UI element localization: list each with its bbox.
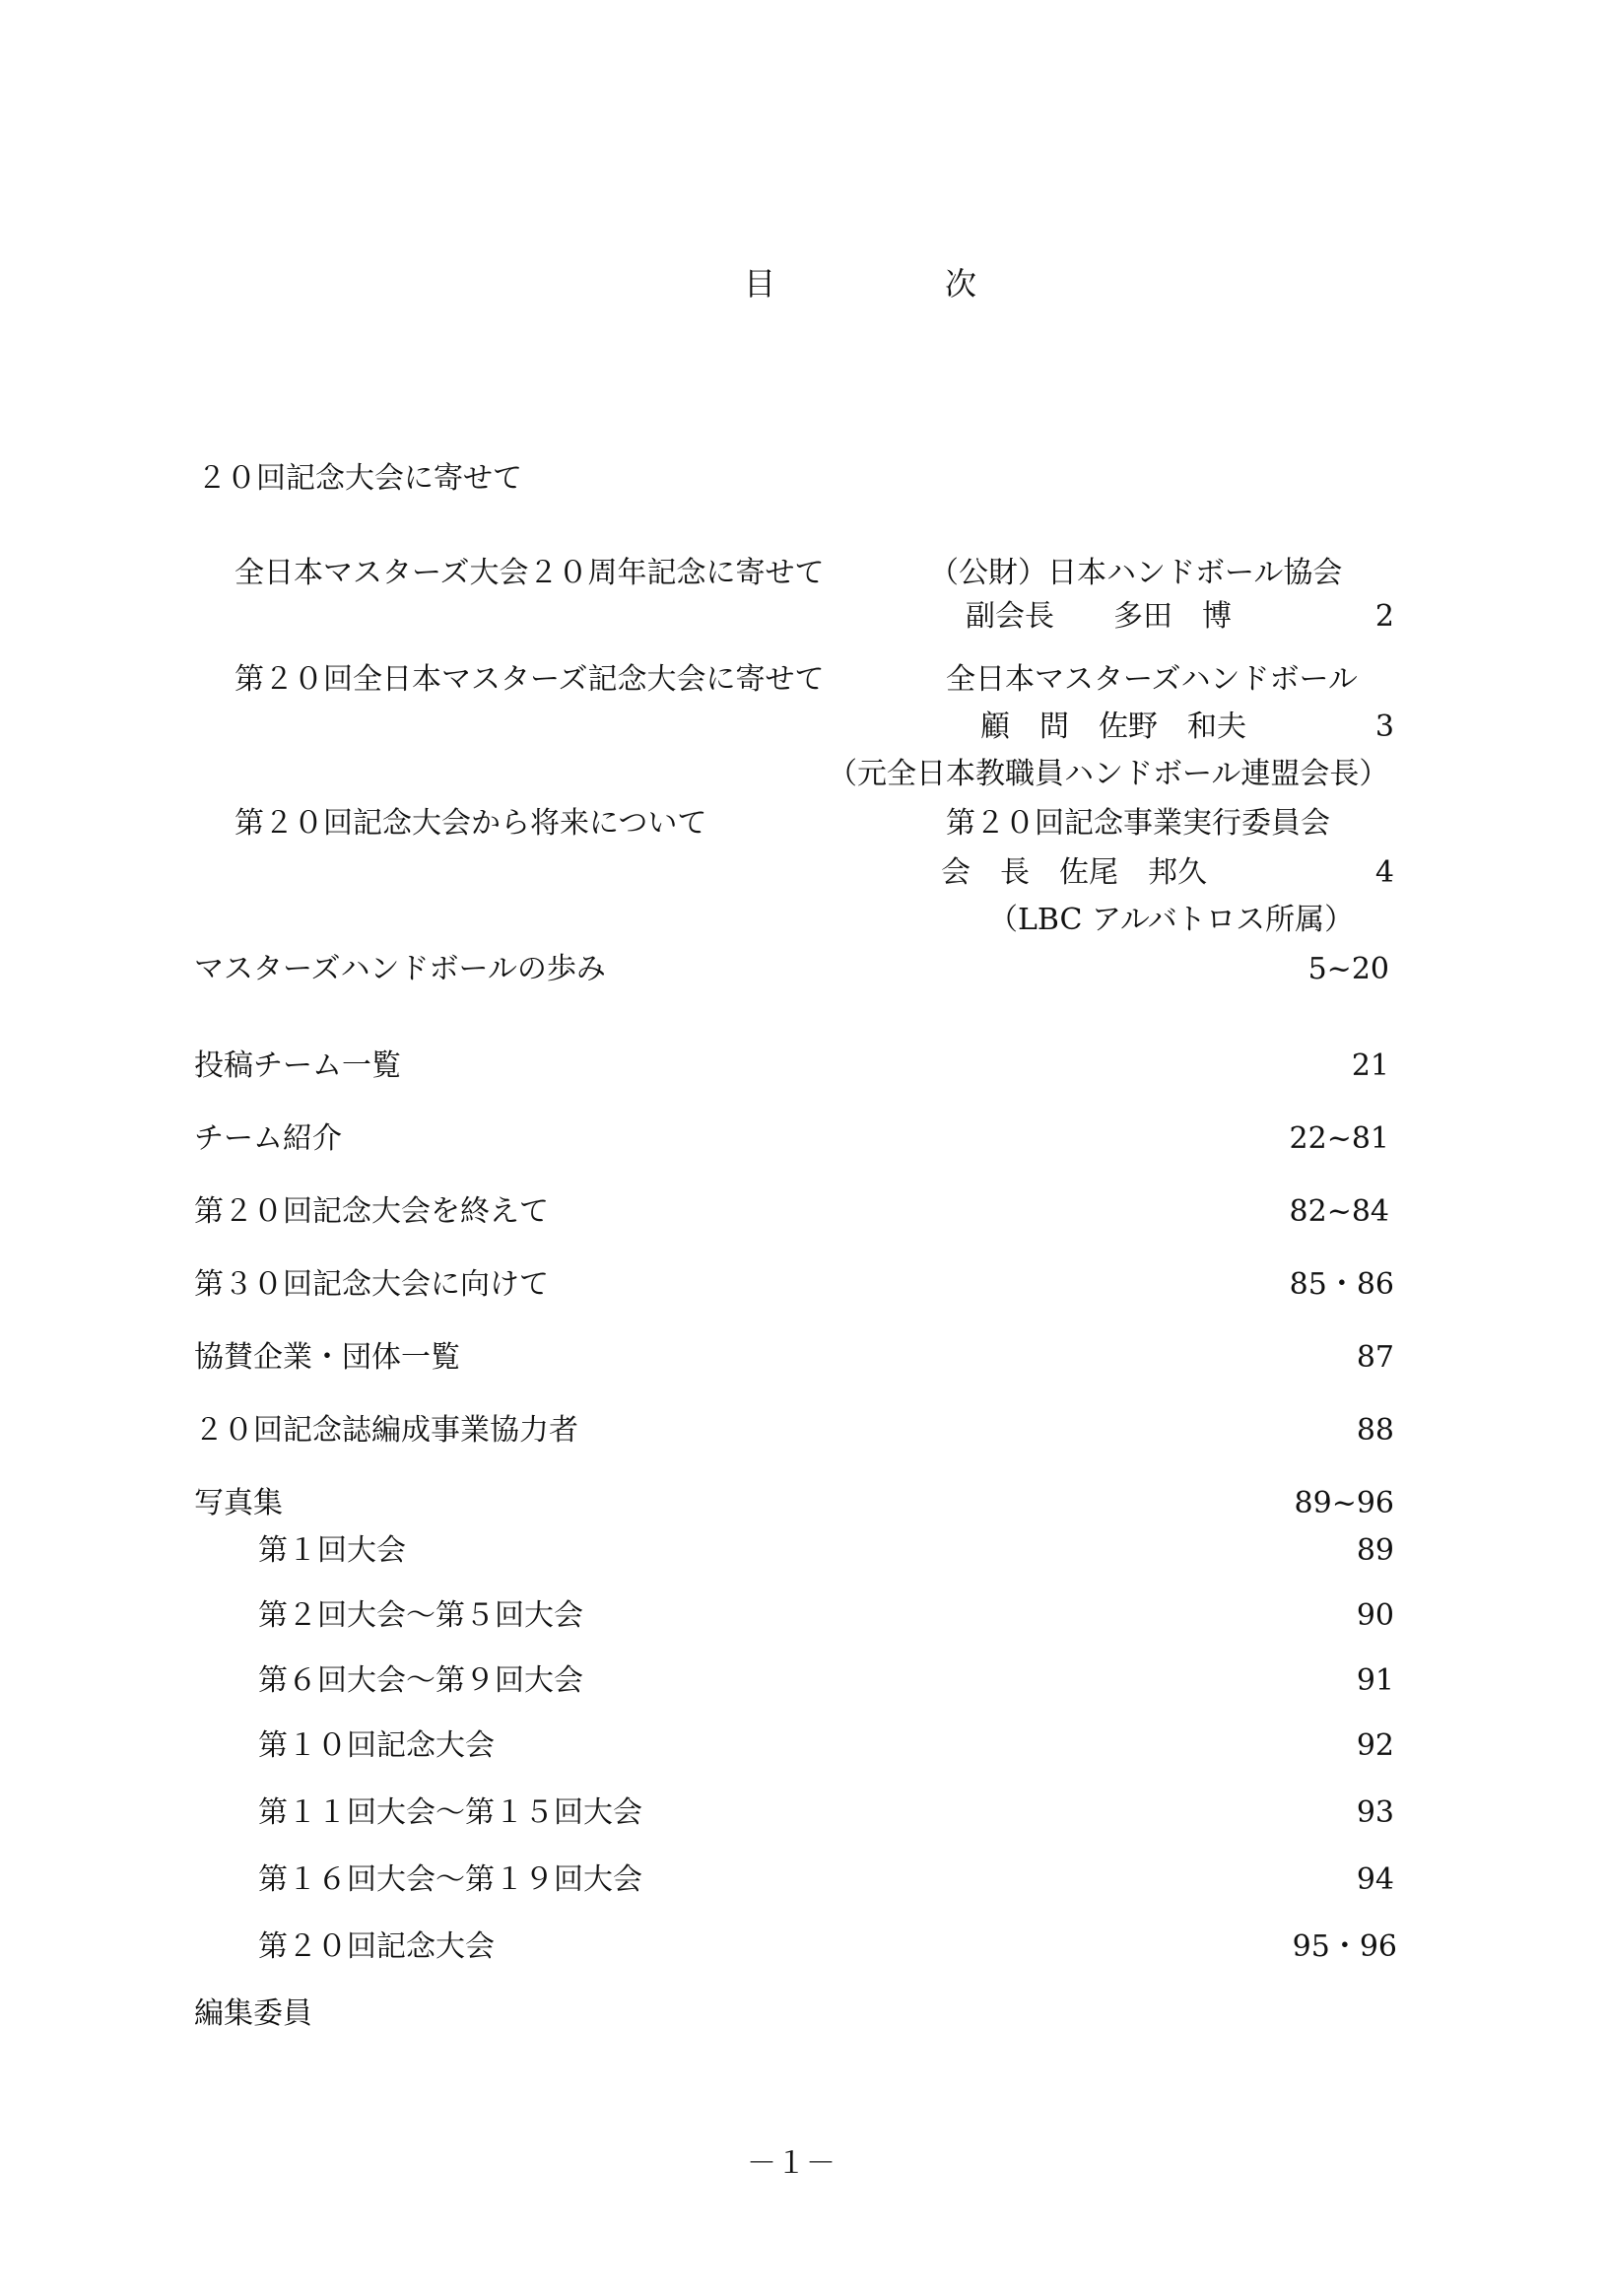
toc-entry-page: 85・86 <box>1289 1267 1394 1302</box>
toc-entry-page: 5~20 <box>1307 952 1389 986</box>
intro-entry-note: （元全日本教職員ハンドボール連盟会長） <box>828 757 1389 791</box>
photos-item-label: 第１０回記念大会 <box>258 1728 495 1763</box>
photos-item-page: 94 <box>1356 1862 1394 1897</box>
photos-item-page: 89 <box>1356 1533 1394 1568</box>
photos-item-label: 第６回大会～第９回大会 <box>258 1663 583 1698</box>
photos-item-page: 90 <box>1356 1598 1394 1633</box>
toc-entry-page: 87 <box>1356 1340 1394 1375</box>
toc-entry-label: 投稿チーム一覧 <box>194 1048 401 1083</box>
photos-item-label: 第２０回記念大会 <box>258 1929 495 1964</box>
intro-entry-author: 副会長 多田 博 <box>966 599 1232 634</box>
intro-heading: ２０回記念大会に寄せて <box>197 461 522 496</box>
photos-item-page: 91 <box>1356 1663 1394 1698</box>
intro-entry-page: 3 <box>1374 709 1394 744</box>
photos-item-page: 92 <box>1356 1728 1394 1763</box>
toc-entry-label: ２０回記念誌編成事業協力者 <box>194 1413 578 1448</box>
photos-item-label: 第２回大会～第５回大会 <box>258 1598 583 1633</box>
toc-entry-label: 第２０回記念大会を終えて <box>194 1194 549 1229</box>
intro-entry-title: 第２０回記念大会から将来について <box>234 806 707 841</box>
toc-entry-label: 協賛企業・団体一覧 <box>194 1340 460 1375</box>
toc-entry-page: 22~81 <box>1289 1121 1389 1156</box>
intro-entry-page: 4 <box>1374 855 1394 890</box>
photos-item-label: 第１１回大会～第１５回大会 <box>258 1795 642 1830</box>
photos-item-label: 第１６回大会～第１９回大会 <box>258 1862 642 1897</box>
page-number: －１－ <box>747 2146 836 2181</box>
intro-entry-title: 全日本マスターズ大会２０周年記念に寄せて <box>234 556 825 590</box>
photos-heading: 写真集 <box>194 1486 283 1520</box>
toc-entry-label: 第３０回記念大会に向けて <box>194 1267 549 1302</box>
photos-item-label: 第１回大会 <box>258 1533 406 1568</box>
intro-entry-title: 第２０回全日本マスターズ記念大会に寄せて <box>234 662 825 697</box>
page-title: 目 次 <box>744 265 1046 303</box>
intro-entry-author: 顧 問 佐野 和夫 <box>980 709 1246 744</box>
photos-item-page: 95・96 <box>1292 1929 1397 1964</box>
toc-entry-page: 88 <box>1356 1413 1394 1448</box>
intro-entry-org: 全日本マスターズハンドボール <box>946 662 1358 697</box>
toc-entry-page: 21 <box>1351 1048 1389 1083</box>
intro-entry-note: （LBC アルバトロス所属） <box>988 903 1355 937</box>
intro-entry-org: （公財）日本ハンドボール協会 <box>929 556 1343 590</box>
photos-item-page: 93 <box>1356 1795 1394 1830</box>
toc-entry-page: 82~84 <box>1289 1194 1389 1229</box>
intro-entry-org: 第２０回記念事業実行委員会 <box>946 806 1330 841</box>
editors-heading: 編集委員 <box>194 1996 312 2031</box>
intro-entry-author: 会 長 佐尾 邦久 <box>941 855 1207 890</box>
photos-page: 89~96 <box>1294 1486 1394 1520</box>
intro-entry-page: 2 <box>1374 599 1394 634</box>
toc-entry-label: マスターズハンドボールの歩み <box>194 952 606 986</box>
toc-entry-label: チーム紹介 <box>194 1121 342 1156</box>
